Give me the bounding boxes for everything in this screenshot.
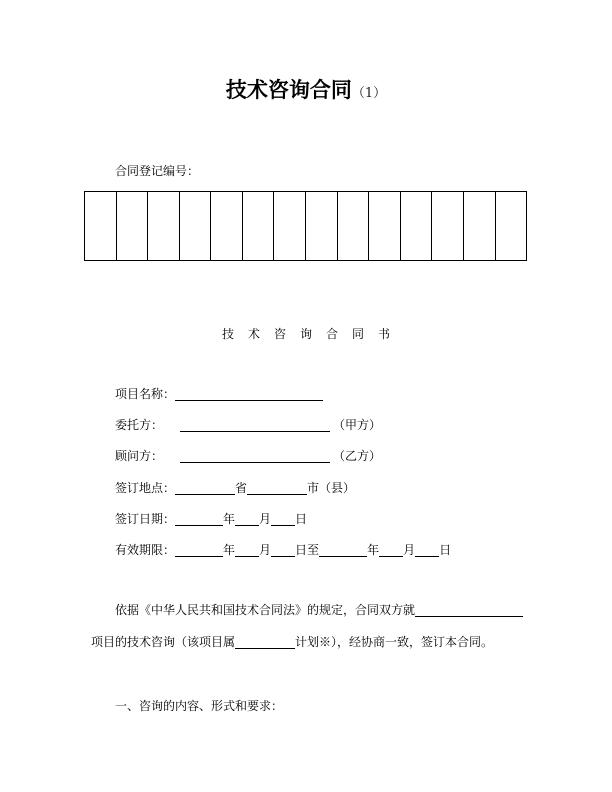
registration-number-box[interactable] [274, 192, 306, 260]
consultant-field[interactable] [180, 449, 330, 463]
sign-year-field[interactable] [175, 512, 223, 526]
day-label: 日 [295, 512, 308, 526]
paragraph-line-2 [91, 635, 493, 649]
consultant-suffix: （乙方） [333, 449, 382, 463]
day-to-label: 日至 [295, 543, 320, 557]
paragraph-text: 依据《中华人民共和国技术合同法》的规定，合同双方就 [115, 603, 416, 617]
paragraph-text: 项目的技术咨询（该项目属 [91, 635, 236, 649]
month-label: 月 [259, 512, 272, 526]
plan-field[interactable] [235, 635, 295, 649]
sign-date-row [115, 512, 307, 526]
client-suffix: （甲方） [333, 418, 382, 432]
client-row [115, 418, 381, 432]
province-label: 省 [235, 481, 248, 495]
validity-row [115, 543, 451, 557]
year-label: 年 [223, 543, 236, 557]
project-name-field[interactable] [175, 387, 323, 401]
registration-number-box[interactable] [243, 192, 275, 260]
month-label: 月 [403, 543, 416, 557]
year-label: 年 [223, 512, 236, 526]
sign-month-field[interactable] [235, 512, 259, 526]
registration-number-box[interactable] [211, 192, 243, 260]
province-field[interactable] [175, 481, 235, 495]
paragraph-line-1 [115, 603, 523, 617]
document-title: 技术咨询合同（1） [225, 78, 387, 102]
place-label: 签订地点： [115, 481, 176, 495]
registration-number-box[interactable] [117, 192, 149, 260]
client-field[interactable] [180, 418, 330, 432]
start-year-field[interactable] [175, 543, 223, 557]
sign-date-label: 签订日期： [115, 512, 176, 526]
year-label: 年 [367, 543, 380, 557]
end-day-field[interactable] [415, 543, 439, 557]
start-day-field[interactable] [271, 543, 295, 557]
registration-number-box[interactable] [85, 192, 117, 260]
registration-number-box[interactable] [180, 192, 212, 260]
validity-label: 有效期限： [115, 543, 176, 557]
client-label: 委托方： [115, 418, 164, 432]
registration-number-box[interactable] [464, 192, 496, 260]
end-month-field[interactable] [379, 543, 403, 557]
project-name-row [115, 387, 323, 401]
registration-number-box[interactable] [338, 192, 370, 260]
start-month-field[interactable] [235, 543, 259, 557]
project-field[interactable] [415, 603, 523, 617]
registration-number-box[interactable] [432, 192, 464, 260]
city-field[interactable] [247, 481, 307, 495]
registration-number-box[interactable] [148, 192, 180, 260]
month-label: 月 [259, 543, 272, 557]
place-row [115, 481, 355, 495]
registration-label: 合同登记编号： [115, 164, 200, 178]
paragraph-text: 计划※），经协商一致，签订本合同。 [295, 635, 494, 649]
project-name-label: 项目名称： [115, 387, 176, 401]
registration-number-box[interactable] [496, 192, 527, 260]
sign-day-field[interactable] [271, 512, 295, 526]
registration-number-box[interactable] [401, 192, 433, 260]
city-label: 市（县） [307, 481, 356, 495]
document-subtitle: 技术咨询合同书 [221, 327, 404, 341]
consultant-row [115, 449, 381, 463]
day-label: 日 [439, 543, 452, 557]
consultant-label: 顾问方： [115, 449, 164, 463]
registration-number-box[interactable] [306, 192, 338, 260]
registration-number-boxes[interactable] [84, 191, 527, 261]
end-year-field[interactable] [319, 543, 367, 557]
registration-number-box[interactable] [369, 192, 401, 260]
section-heading: 一、咨询的内容、形式和要求： [115, 699, 284, 713]
